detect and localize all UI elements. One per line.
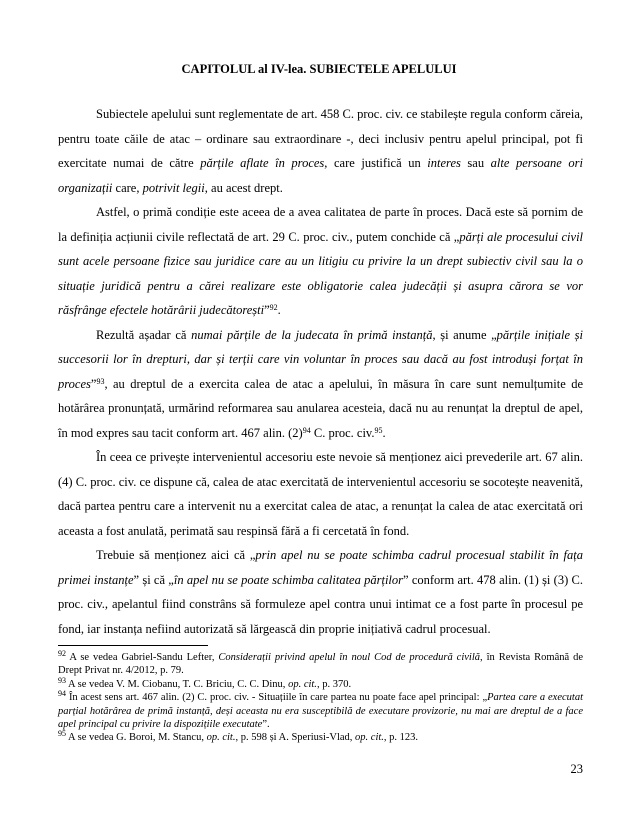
paragraph-1-text: care, [112,180,143,195]
footnote-separator [58,645,208,646]
footnote-ref-92[interactable]: 92 [269,303,278,312]
paragraph-3-text: , și anume „ [432,327,497,342]
body-text [58,102,583,641]
footnote-text: A se vedea V. M. Ciobanu, T. C. Briciu, C. C. Dinu, [66,678,289,690]
footnote-number: 95 [58,729,66,739]
footnote-quote: Partea care a executat parțial hotărârea de primă instanță, deși aceasta nu era susceptibilă de executare provizorie, nu mai are dreptul de a face apel principal cu privire la dispozițiile executate [58,692,584,731]
paragraph-3-text: Rezultă așadar că [96,327,192,342]
footnote-number: 92 [58,649,66,658]
paragraph-3-text: , au dreptul de a exercita calea de atac a apelului, în măsura în care sunt nemulțumite de hotărârea pronunțată, urmărind reformarea sau anularea acesteia, dacă nu au renunțat la dreptul de apel, în mod expres sau tacit conform art. 467 alin. (2) [58,376,583,440]
footnote-citation-title: Considerații privind apelul în noul Cod de procedură civilă [218,652,481,663]
paragraph-2 [58,200,583,323]
footnote-94 [58,691,583,731]
footnote-text: A se vedea G. Boroi, M. Stancu, [66,732,207,744]
footnote-text: , în Revista Română de Drept Privat nr. 4/2012, p. 79. [58,652,583,677]
footnote-citation-title: op. cit. [206,732,236,744]
paragraph-5-text: ” conform art. 478 alin. (1) și (3) C. proc. civ., apelantul fiind constrâns să formuleze apel contra unui intimat ce a fost parte în procesul pe fond, iar instanța nefiind autorizată să lărgească din proprie inițiativă cadrul procesual. [58,572,583,636]
chapter-title: CAPITOLUL al IV-lea. SUBIECTELE APELULUI [181,62,457,76]
footnote-number: 94 [58,689,66,699]
paragraph-5-quote: în apel nu se poate schimba calitatea părților [173,572,404,587]
footnotes [58,651,583,745]
paragraph-1 [58,102,583,200]
footnote-92 [58,651,583,678]
paragraph-5-text: Trebuie să menționez aici că „ [96,548,256,562]
paragraph-1-text: Subiectele apelului sunt reglementate de art. 458 C. proc. civ. ce stabilește regula conform căreia, pentru toate căile de atac – ordinare sau extraordinare -, deci inclusiv pentru apelul principal, pot fi exercitate numai de către [58,107,583,170]
paragraph-2-text: Astfel, o primă condiție este aceea de a avea calitatea de parte în proces. Dacă este să pornim de la definiția acțiunii civile reflectată de art. 29 C. proc. civ., putem conchide că „ [58,205,583,244]
footnote-ref-95[interactable]: 95 [374,425,383,435]
paragraph-3 [58,323,583,446]
footnote-text: A se vedea Gabriel-Sandu Lefter, [66,652,219,663]
paragraph-1-text: , au acest drept. [204,180,283,195]
paragraph-3-quote: părțile inițiale și succesorii lor în drepturi, dar și terții care vin voluntar în proces sau dacă au fost introduși forțat în proces [58,327,583,391]
paragraph-5-quote: prin apel nu se poate schimba cadrul procesual stabilit în fața primei instanțe [58,548,583,587]
paragraph-3-text: ” [90,376,97,391]
footnote-text: În acest sens art. 467 alin. (2) C. proc. civ. - Situațiile în care partea nu poate face apel principal: „ [66,692,488,704]
footnote-number: 93 [58,675,66,685]
paragraph-2-text: ” [264,303,270,317]
paragraph-1-emphasis: alte persoane ori organizații [58,156,583,195]
paragraph-3-emphasis: numai părțile de la judecata în primă instanță [191,327,433,342]
paragraph-2-text: . [277,303,281,317]
paragraph-5 [58,543,583,641]
paragraph-2-quote: părți ale procesului civil sunt acele persoane fizice sau juridice care au un litigiu cu privire la un drept subiectiv civil sau la o situație juridică pentru a cărei realizare este obligatorie calea judecății și asupra cărora se vor răsfrânge efectele hotărârii judecătorești [58,229,584,317]
footnote-ref-93[interactable]: 93 [96,376,105,386]
footnote-ref-94[interactable]: 94 [302,425,311,435]
footnote-text: , p. 370. [316,678,352,690]
page-number: 23 [570,762,583,776]
paragraph-5-text: ” și că „ [133,572,174,587]
footnote-citation-title: op. cit. [288,678,317,690]
paragraph-4 [58,445,583,543]
footnote-93 [58,675,583,691]
paragraph-3-text: . [382,425,386,440]
paragraph-1-emphasis: părțile aflate în proces [200,156,325,170]
paragraph-1-emphasis: interes [427,156,461,170]
paragraph-1-text: sau [460,156,491,170]
paragraph-3-text: C. proc. civ. [310,425,375,440]
footnote-95 [58,731,583,744]
paragraph-4-text: În ceea ce privește intervenientul accesoriu este nevoie să menționez aici prevederile art. 67 alin. (4) C. proc. civ. ce dispune că, calea de atac exercitată de intervenientul accesoriu se socotește neavenită, dacă partea pentru care a intervenit nu a exercitat calea de atac, a renunțat la calea de atac exercitată ori aceasta a fost anulată, perimată sau respinsă fără a fi cercetată în fond. [58,450,583,538]
footnote-text: , p. 598 și A. Speriusi-Vlad, [235,732,356,744]
footnote-text: ”. [262,719,270,731]
paragraph-1-text: , care justifică un [324,156,428,170]
footnote-text: , p. 123. [383,732,419,744]
footnote-citation-title: op. cit. [355,732,384,744]
paragraph-1-emphasis: potrivit legii [142,180,205,195]
